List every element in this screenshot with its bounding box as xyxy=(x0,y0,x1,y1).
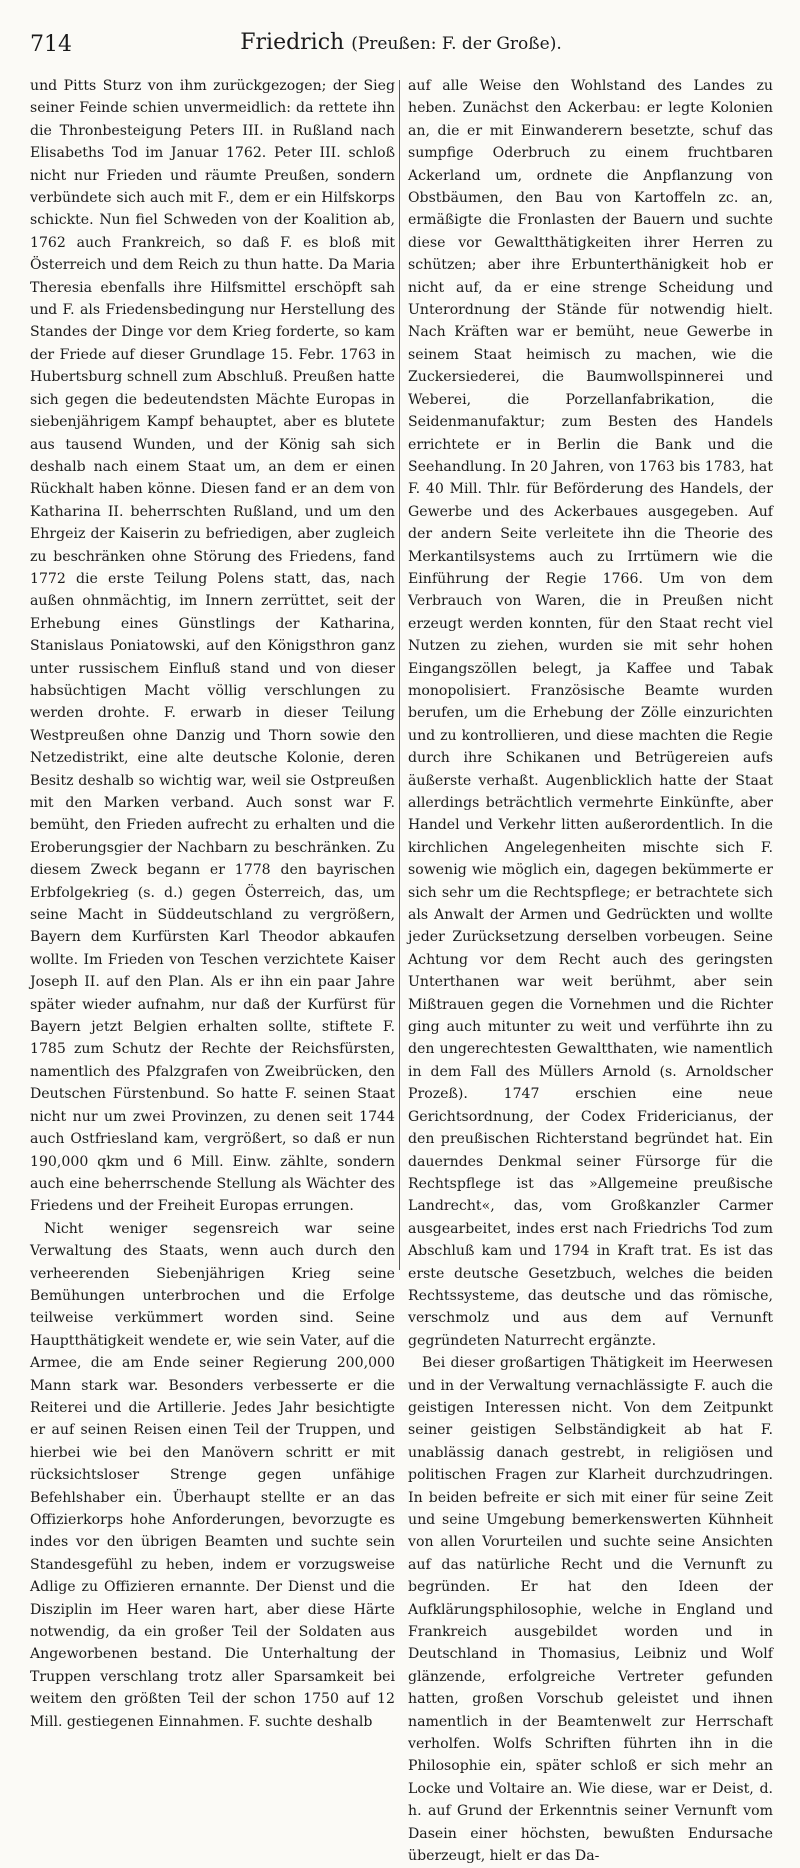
right-paragraph-2: Bei dieser großartigen Thätigkeit im Heerwesen und in der Verwaltung vernachlässigte F. auch die geistigen Interessen nicht. Von dem Zeitpunkt seiner geistigen Selbständigkeit ab hat F. unablässig danach gestrebt, in religiösen und politischen Fragen zur Klarheit durchzudringen. In beiden befreite er sich mit einer für seine Zeit und seine Umgebung bemerkenswerten Kühnheit von allen Vorurteilen und suchte seine Ansichten auf das natürliche Recht und die Vernunft zu begründen. Er hat den Ideen der Aufklärungsphilosophie, welche in England und Frankreich ausgebildet worden und in Deutschland in Thomasius, Leibniz und Wolf glänzende, erfolgreiche Vertreter gefunden hatten, großen Vorschub geleistet und ihnen namentlich in der Beamtenwelt zur Herrschaft verholfen. Wolfs Schriften führten ihn in die Philosophie ein, später schloß er sich mehr an Locke und Voltaire an. Wie diese, war er Deist, d. h. auf Grund der Erkenntnis seiner Vernunft vom Dasein einer höchsten, bewußten Endursache überzeugt, hielt er das Da- xyxy=(408,1355,773,1865)
left-column xyxy=(30,75,395,1733)
page-header xyxy=(30,28,772,64)
running-title-sub: (Preußen: F. der Große). xyxy=(351,34,562,54)
right-paragraph-1: auf alle Weise den Wohlstand des Landes zu heben. Zunächst den Ackerbau: er legte Kolonien an, die er mit Einwanderern besetzte, schuf das sumpfige Oderbruch zu einem fruchtbaren Ackerland um, ordnete die Anpflanzung von Obstbäumen, den Bau von Kartoffeln zc. an, ermäßigte die Fronlasten der Bauern und suchte diese vor Gewaltthätigkeiten ihrer Herren zu schützen; aber ihre Erbunterthänigkeit hob er nicht auf, da er eine strenge Scheidung und Unterordnung der Stände für notwendig hielt. Nach Kräften war er bemüht, neue Gewerbe in seinem Staat heimisch zu machen, wie die Zuckersiederei, die Baumwollspinnerei und Weberei, die Porzellanfabrikation, die Seidenmanufaktur; zum Besten des Handels errichtete er in Berlin die Bank und die Seehandlung. In 20 Jahren, von 1763 bis 1783, hat F. 40 Mill. Thlr. für Beförderung des Handels, der Gewerbe und des Ackerbaues ausgegeben. Auf der andern Seite verleitete ihn die Theorie des Merkantilsystems auch zu Irrtümern wie die Einführung der Regie 1766. Um von dem Verbrauch von Waren, die in Preußen nicht erzeugt werden konnten, für den Staat recht viel Nutzen zu ziehen, wurden sie mit sehr hohen Eingangszöllen belegt, ja Kaffee und Tabak monopolisiert. Französische Beamte wurden berufen, um die Erhebung der Zölle einzurichten und zu kontrollieren, und diese machten die Regie durch ihre Schikanen und Betrügereien aufs äußerste verhaßt. Augenblicklich hatte der Staat allerdings beträchtlich vermehrte Einkünfte, aber Handel und Verkehr litten außerordentlich. In die kirchlichen Angelegenheiten mischte sich F. sowenig wie möglich ein, dagegen bekümmerte er sich sehr um die Rechtspflege; er betrachtete sich als Anwalt der Armen und Gedrückten und wollte jeder Zurücksetzung derselben vorbeugen. Seine Achtung vor dem Recht auch des geringsten Unterthanen war weit berühmt, aber sein Mißtrauen gegen die Vornehmen und die Richter ging auch mitunter zu weit und verführte ihn zu den ungerechtesten Gewaltthaten, wie namentlich in dem Fall des Müllers Arnold (s. Arnoldscher Prozeß). 1747 erschien eine neue Gerichtsordnung, der Codex Fridericianus, der den preußischen Richterstand begründet hat. Ein dauerndes Denkmal seiner Fürsorge für die Rechtspflege ist das »Allgemeine preußische Landrecht«, das, vom Großkanzler Carmer ausgearbeitet, indes erst nach Friedrichs Tod zum Abschluß kam und 1794 in Kraft trat. Es ist das erste deutsche Gesetzbuch, welches die beiden Rechtssysteme, das deutsche und das römische, verschmolz und aus dem auf Vernunft gegründeten Naturrecht ergänzte. xyxy=(408,78,773,1349)
running-title-main: Friedrich xyxy=(240,30,345,55)
running-title xyxy=(30,30,772,55)
right-column xyxy=(408,75,773,1868)
left-paragraph-2: Nicht weniger segensreich war seine Verwaltung des Staats, wenn auch durch den verheerenden Siebenjährigen Krieg seine Bemühungen unterbrochen und die Erfolge teilweise verkümmert worden sind. Seine Hauptthätigkeit wendete er, wie sein Vater, auf die Armee, die am Ende seiner Regierung 200,000 Mann stark war. Besonders verbesserte er die Reiterei und die Artillerie. Jedes Jahr besichtigte er auf seinen Reisen einen Teil der Truppen, und hierbei wie bei den Manövern schritt er mit rücksichtsloser Strenge gegen unfähige Befehlshaber ein. Überhaupt stellte er an das Offizierkorps hohe Anforderungen, bevorzugte es indes vor den übrigen Beamten und suchte sein Standesgefühl zu heben, indem er vorzugsweise Adlige zu Offizieren ernannte. Der Dienst und die Disziplin im Heer waren hart, aber diese Härte notwendig, da ein großer Teil der Soldaten aus Angeworbenen bestand. Die Unterhaltung der Truppen verschlang trotz aller Sparsamkeit bei weitem den größten Teil der schon 1750 auf 12 Mill. gestiegenen Einnahmen. F. suchte deshalb xyxy=(30,1220,395,1730)
left-paragraph-1: und Pitts Sturz von ihm zurückgezogen; der Sieg seiner Feinde schien unvermeidlich: da rettete ihn die Thronbesteigung Peters III. in Rußland nach Elisabeths Tod im Januar 1762. Peter III. schloß nicht nur Frieden und räumte Preußen, sondern verbündete sich auch mit F., dem er ein Hilfskorps schickte. Nun fiel Schweden von der Koalition ab, 1762 auch Frankreich, so daß F. es bloß mit Österreich und dem Reich zu thun hatte. Da Maria Theresia ebenfalls ihre Hilfsmittel erschöpft sah und F. als Friedensbedingung nur Herstellung des Standes der Dinge vor dem Krieg forderte, so kam der Friede auf dieser Grundlage 15. Febr. 1763 in Hubertsburg schnell zum Abschluß. Preußen hatte sich gegen die bedeutendsten Mächte Europas in siebenjährigem Kampf behauptet, aber es blutete aus tausend Wunden, und der König sah sich deshalb nach einem Staat um, an dem er einen Rückhalt haben könne. Diesen fand er an dem von Katharina II. beherrschten Rußland, und um den Ehrgeiz der Kaiserin zu befriedigen, aber zugleich zu beschränken ohne Störung des Friedens, fand 1772 die erste Teilung Polens statt, das, nach außen ohnmächtig, im Innern zerrüttet, seit der Erhebung eines Günstlings der Katharina, Stanislaus Poniatowski, auf den Königsthron ganz unter russischem Einfluß stand und von dieser habsüchtigen Macht völlig verschlungen zu werden drohte. F. erwarb in dieser Teilung Westpreußen ohne Danzig und Thorn sowie den Netzedistrikt, eine alte deutsche Kolonie, deren Besitz deshalb so wichtig war, weil sie Ostpreußen mit den Marken verband. Auch sonst war F. bemüht, den Frieden aufrecht zu erhalten und die Eroberungsgier der Nachbarn zu beschränken. Zu diesem Zweck begann er 1778 den bayrischen Erbfolgekrieg (s. d.) gegen Österreich, das, um seine Macht in Süddeutschland zu vergrößern, Bayern dem Kurfürsten Karl Theodor abkaufen wollte. Im Frieden von Teschen verzichtete Kaiser Joseph II. auf den Plan. Als er ihn ein paar Jahre später wieder aufnahm, nur daß der Kurfürst für Bayern jetzt Belgien erhalten sollte, stiftete F. 1785 zum Schutz der Rechte der Reichsfürsten, namentlich des Pfalzgrafen von Zweibrücken, den Deutschen Fürstenbund. So hatte F. seinen Staat nicht nur um zwei Provinzen, zu denen seit 1744 auch Ostfriesland kam, vergrößert, so daß er nun 190,000 qkm und 6 Mill. Einw. zählte, sondern auch eine beherrschende Stellung als Wächter des Friedens und der Freiheit Europas errungen. xyxy=(30,78,395,1215)
column-divider xyxy=(399,80,400,1270)
page-number: 714 xyxy=(30,32,72,57)
